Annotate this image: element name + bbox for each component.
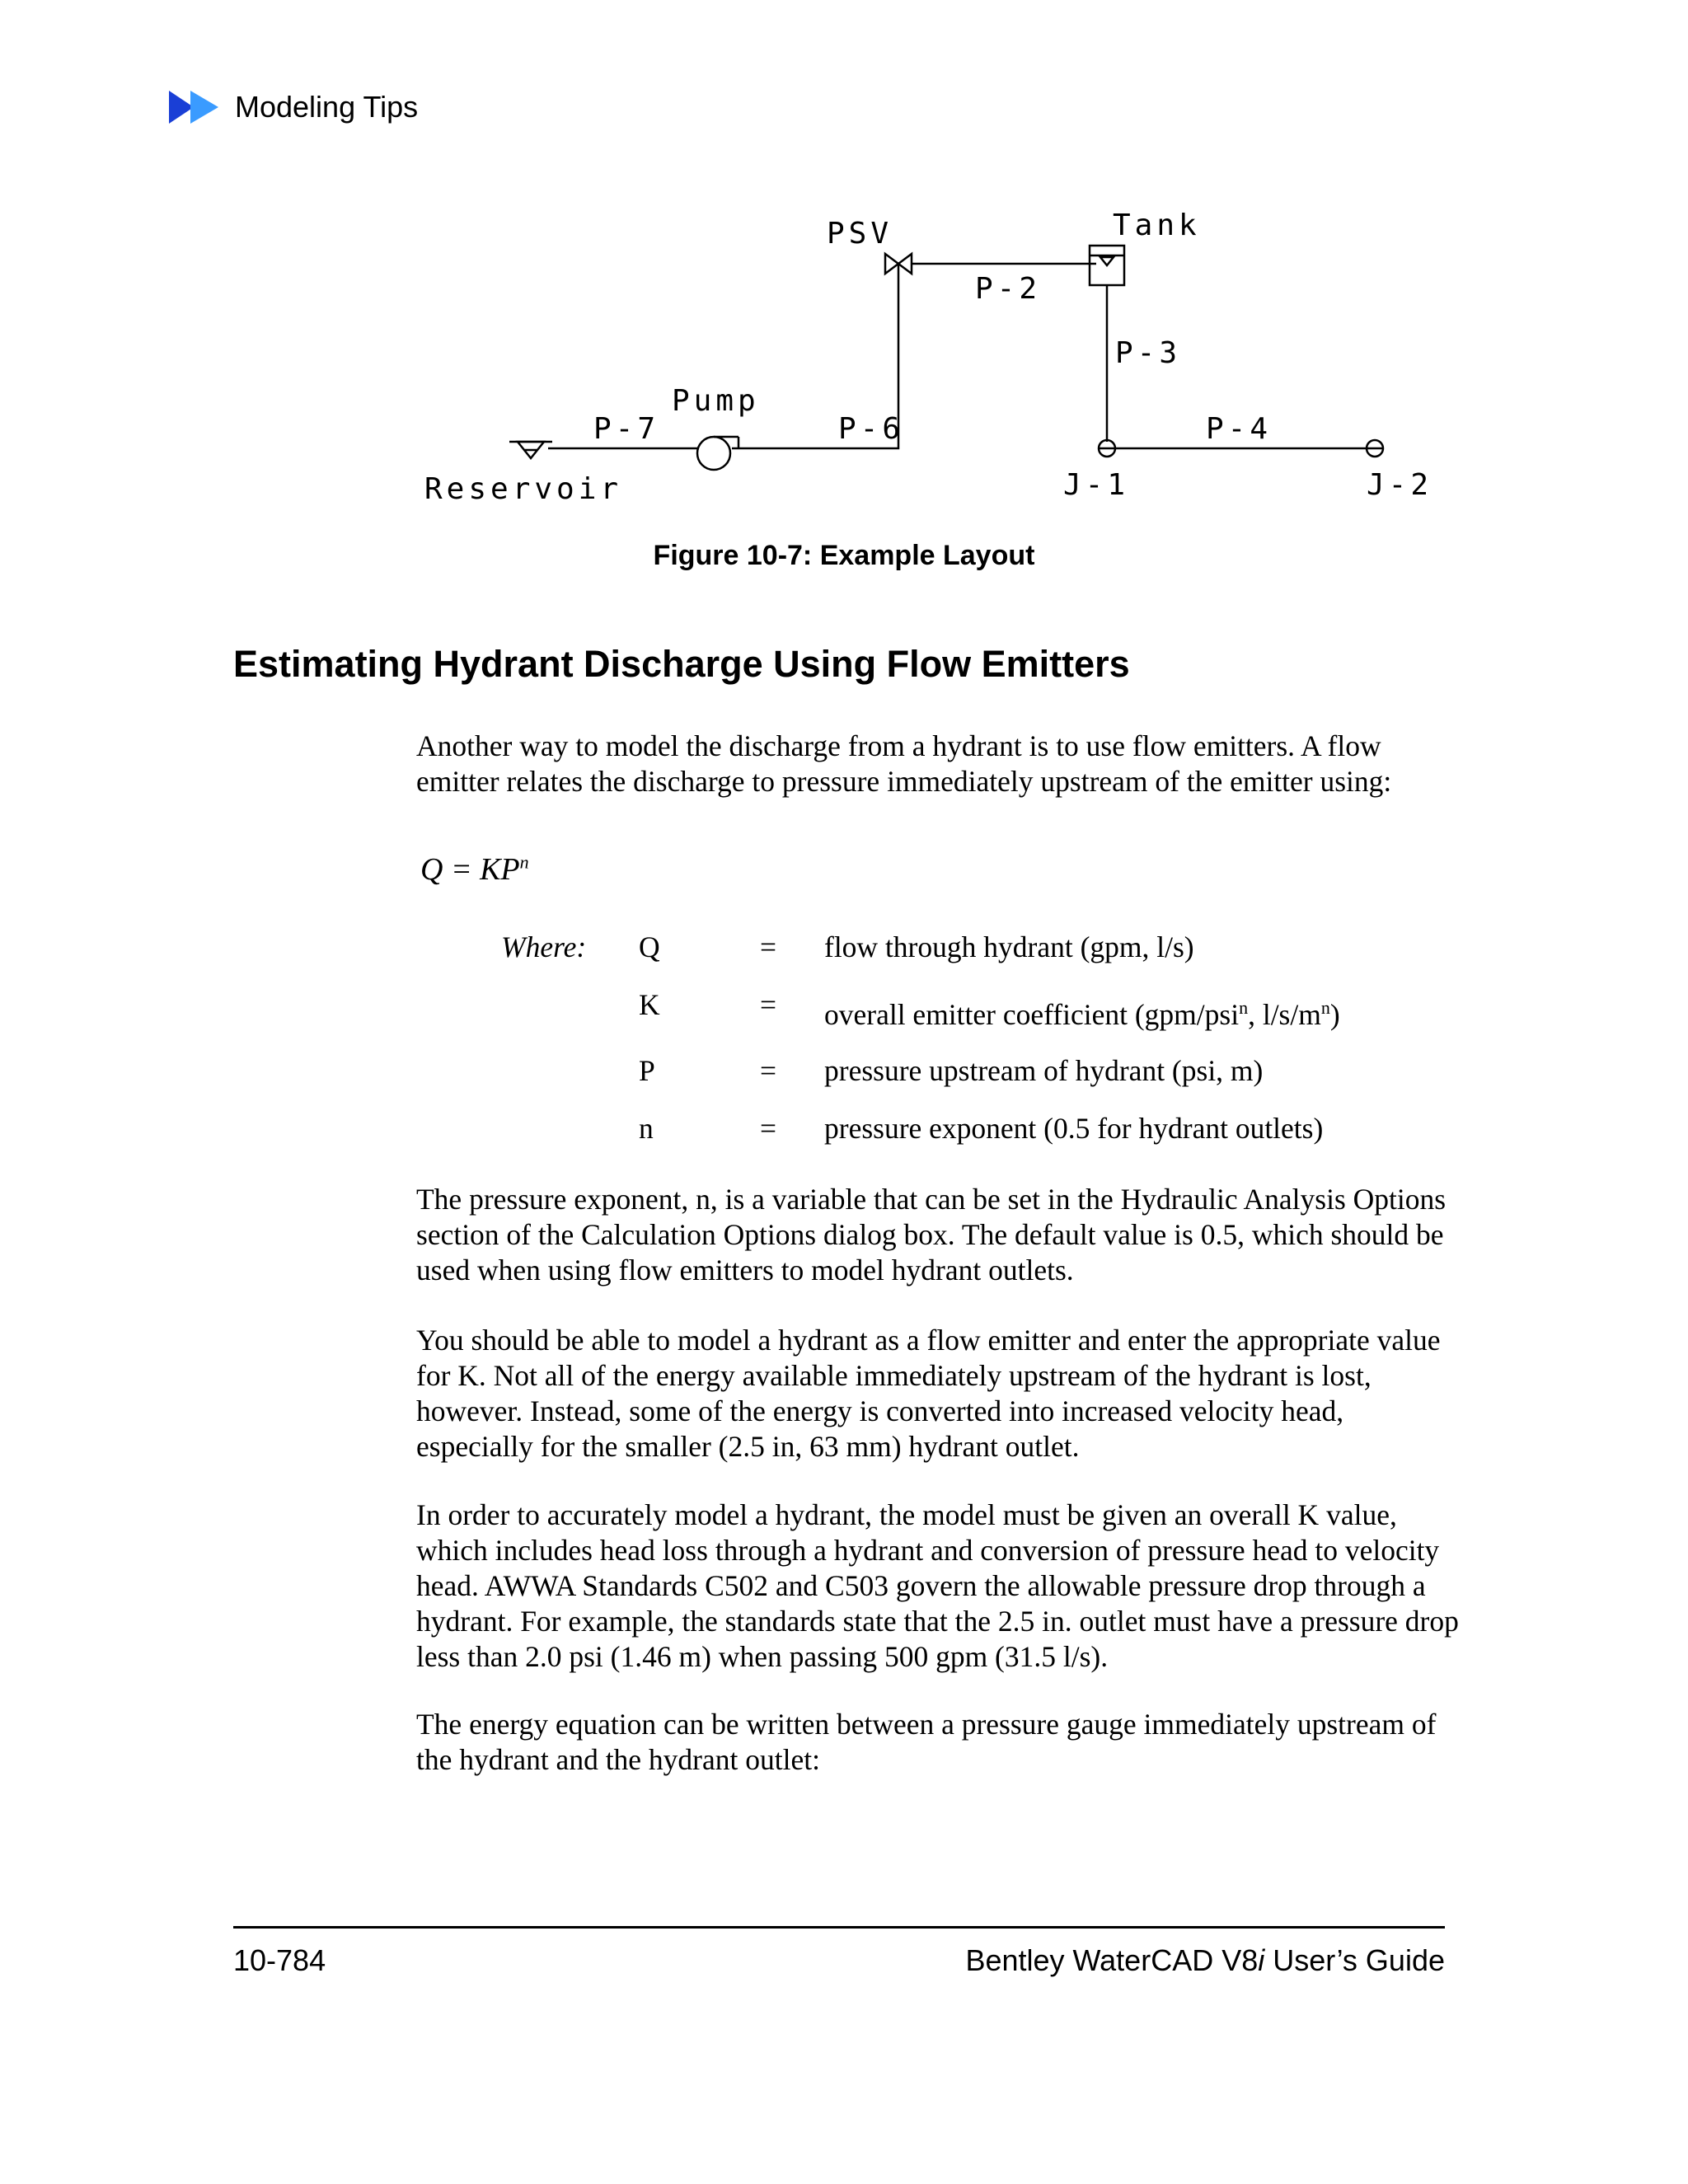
paragraph-model: You should be able to model a hydrant as a flow emitter and enter the appropriate value for K. Not all of the energy available immediately upstream of the hydrant is lost, however. Instead, some of the energy is converted into increased velocity head, especially for the smaller (2.5 in, 63 mm) hydrant outlet.: [416, 1324, 1441, 1463]
label-p2: P-2: [975, 272, 1042, 306]
paragraph-intro: Another way to model the discharge from a hydrant is to use flow emitters. A flow emitter relates the discharge to pressure immediately upstream of the emitter using:: [416, 729, 1392, 798]
paragraph-accurate: In order to accurately model a hydrant, the model must be given an overall K value, which includes head loss through a hydrant and conversion of pressure head to velocity head. AWWA Standards C502 and C503 govern the allowable pressure drop through a hydrant. For example, the standards state that the 2.5 in. outlet must have a pressure drop less than 2.0 psi (1.46 m) when passing 500 gpm (31.5 l/s).: [416, 1498, 1459, 1673]
definition-symbol: Q: [639, 930, 660, 963]
definition-description: pressure exponent (0.5 for hydrant outlets): [824, 1112, 1324, 1145]
label-j1: J-1: [1063, 468, 1130, 502]
figure-caption: Figure 10-7: Example Layout: [653, 540, 1035, 571]
junction-j2-icon: [1367, 440, 1383, 457]
label-p7: P-7: [593, 412, 660, 446]
label-pump: Pump: [672, 384, 760, 418]
network-diagram: [412, 198, 1451, 527]
network-diagram-svg: [412, 198, 1451, 527]
definition-superscript: n: [1239, 997, 1249, 1019]
label-j2: J-2: [1367, 468, 1433, 502]
footer-title: [965, 1943, 1445, 1978]
definition-equals: =: [760, 1112, 777, 1145]
definition-equals: =: [760, 1054, 777, 1087]
label-p4: P-4: [1206, 412, 1273, 446]
reservoir-icon: [509, 442, 552, 458]
footer-title-italic: i: [1258, 1943, 1265, 1977]
page-header: [169, 87, 418, 128]
definition-row-k: [0, 987, 1688, 1031]
definition-symbol: n: [639, 1112, 654, 1145]
footer-rule: [233, 1926, 1445, 1929]
footer-title-pre: Bentley WaterCAD V8: [965, 1943, 1259, 1977]
definition-row-p: [0, 1053, 1688, 1090]
equation-exponent: n: [519, 851, 529, 873]
double-arrow-icon: [169, 89, 220, 125]
header-title: Modeling Tips: [235, 90, 419, 124]
footer-title-post: User’s Guide: [1264, 1943, 1445, 1977]
definition-description: [824, 997, 1340, 1032]
definition-text: ): [1329, 998, 1340, 1031]
tank-icon: [1090, 246, 1124, 285]
definition-symbol: P: [639, 1054, 655, 1087]
definition-description: pressure upstream of hydrant (psi, m): [824, 1054, 1264, 1087]
paragraph-energy: The energy equation can be written between a pressure gauge immediately upstream of the hydrant and the hydrant outlet:: [416, 1708, 1437, 1776]
definition-text: overall emitter coefficient (gpm/psi: [824, 998, 1240, 1031]
definition-row-n: [0, 1111, 1688, 1148]
definition-row-q: [0, 930, 1688, 967]
section-heading: Estimating Hydrant Discharge Using Flow Emitters: [233, 643, 1130, 685]
definition-description: flow through hydrant (gpm, l/s): [824, 930, 1194, 963]
definition-symbol: K: [639, 988, 660, 1021]
label-reservoir: Reservoir: [424, 472, 623, 506]
label-tank: Tank: [1113, 209, 1201, 242]
definition-equals: =: [760, 988, 777, 1021]
definition-text: , l/s/m: [1248, 998, 1321, 1031]
paragraph-exponent: The pressure exponent, n, is a variable that can be set in the Hydraulic Analysis Options section of the Calculation Options dialog box. The default value is 0.5, which should be used when using flow emitters to model hydrant outlets.: [416, 1183, 1447, 1286]
junction-j1-icon: [1099, 440, 1115, 457]
equation-lhs: Q = KP: [420, 852, 520, 887]
definition-superscript: n: [1320, 997, 1330, 1019]
definition-equals: =: [760, 930, 777, 963]
label-psv: PSV: [827, 217, 893, 251]
where-label: Where:: [501, 930, 587, 963]
pump-icon: [697, 437, 738, 470]
footer-page-number: 10-784: [233, 1943, 326, 1977]
equation: [420, 851, 529, 888]
label-p3: P-3: [1115, 336, 1182, 370]
label-p6: P-6: [838, 412, 905, 446]
